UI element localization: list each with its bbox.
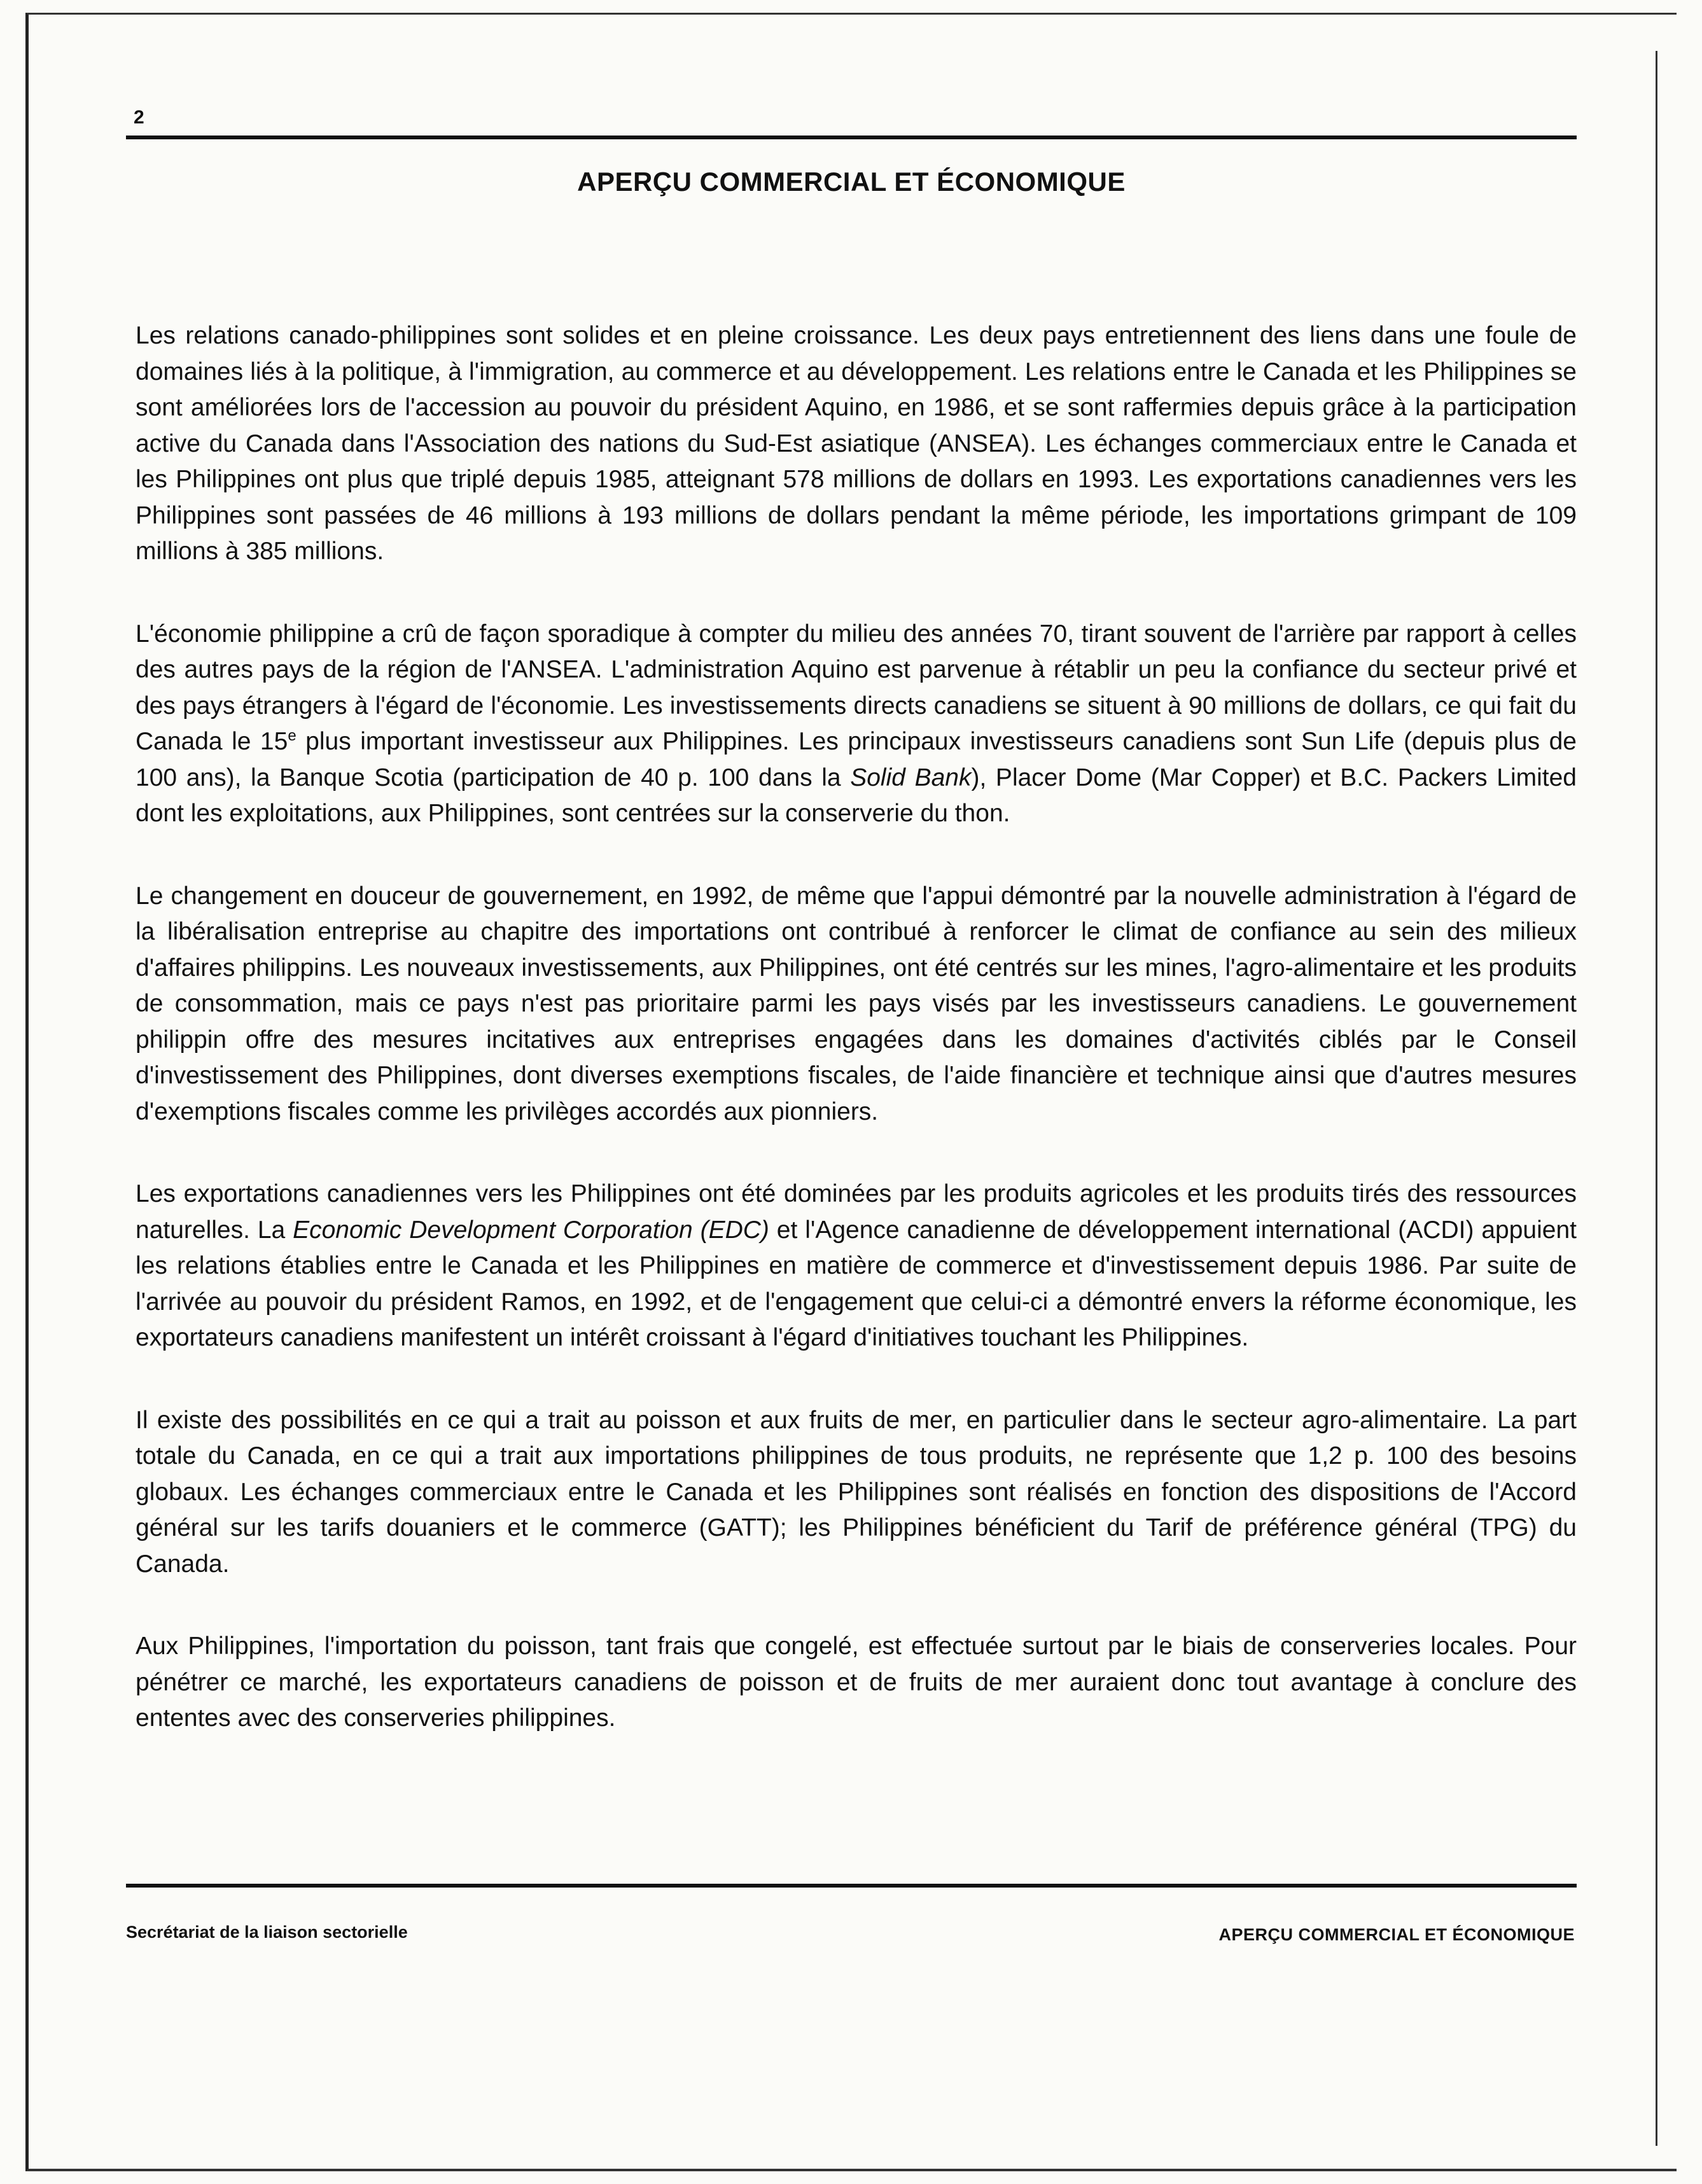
paragraph-1: Les relations canado-philippines sont solides et en pleine croissance. Les deux pays entretiennent des liens dans une foule de domaines liés à la politique, à l'immigration, au commerce et au développement. Les relations entre le Canada et les Philippines se sont améliorées lors de l'accession au pouvoir du président Aquino, en 1986, et se sont raffermies depuis grâce à la participation active du Canada dans l'Association des nations du Sud-Est asiatique (ANSEA). Les échanges commerciaux entre le Canada et les Philippines ont plus que triplé depuis 1985, atteignant 578 millions de dollars en 1993. Les exportations canadiennes vers les Philippines sont passées de 46 millions à 193 millions de dollars pendant la même période, les importations grimpant de 109 millions à 385 millions. bbox=[136, 322, 1577, 565]
footer-department: Secrétariat de la liaison sectorielle bbox=[126, 1923, 408, 1942]
paragraph-4-text-b: et l'Agence canadienne de développement international (ACDI) appuient les relations établies entre le Canada et les Philippines en matière de commerce et d'investissement depuis 1986. Par suite de l'arrivée au pouvoir du président Ramos, en 1992, et de l'engagement que celui-ci a démontré envers la réforme économique, les exportateurs canadiens manifestent un intérêt croissant à l'égard d'initiatives touchant les Philippines. bbox=[136, 1216, 1577, 1351]
paragraph-4-text-a: Les exportations canadiennes vers les Philippines ont été dominées par les produits agricoles et les produits tirés des ressources naturelles. La bbox=[136, 1180, 1577, 1244]
header-rule bbox=[126, 136, 1577, 139]
paragraph-2-text-b: plus important investisseur aux Philippines. Les principaux investisseurs canadiens sont Sun Life (depuis plus de 100 ans), la Banque Scotia (participation de 40 p. 100 dans la bbox=[136, 728, 1577, 791]
page-edge bbox=[1656, 51, 1657, 2146]
paragraph-2-text-a: L'économie philippine a crû de façon sporadique à compter du milieu des années 70, tirant souvent de l'arrière par rapport à celles des autres pays de la région de l'ANSEA. L'administration Aquino est parvenue à rétablir un peu la confiance du secteur privé et des pays étrangers à l'égard de l'économie. Les investissements directs canadiens se situent à 90 millions de dollars, ce qui fait du Canada le 15 bbox=[136, 620, 1577, 755]
organization-name-italic: Economic Development Corporation (EDC) bbox=[293, 1216, 769, 1244]
ordinal-superscript: e bbox=[288, 727, 296, 744]
body-text bbox=[136, 318, 1577, 1783]
company-name-italic: Solid Bank bbox=[850, 763, 972, 791]
paragraph-5: Il existe des possibilités en ce qui a trait au poisson et aux fruits de mer, en particulier dans le secteur agro-alimentaire. La part totale du Canada, en ce qui a trait aux importations philippines de tous produits, ne représente que 1,2 p. 100 des besoins globaux. Les échanges commerciaux entre le Canada et les Philippines sont réalisés en fonction des dispositions de l'Accord général sur les tarifs douaniers et le commerce (GATT); les Philippines bénéficient du Tarif de préférence général (TPG) du Canada. bbox=[136, 1406, 1577, 1578]
paragraph-6: Aux Philippines, l'importation du poisson, tant frais que congelé, est effectuée surtout par le biais de conserveries locales. Pour pénétrer ce marché, les exportateurs canadiens de poisson et de fruits de mer auraient donc tout avantage à conclure des ententes avec des conserveries philippines. bbox=[136, 1632, 1577, 1732]
footer-section-title: APERÇU COMMERCIAL ET ÉCONOMIQUE bbox=[1218, 1925, 1575, 1944]
paragraph-4 bbox=[136, 1176, 1577, 1356]
paragraph-2-text-c: ), Placer Dome (Mar Copper) et B.C. Packers Limited dont les exploitations, aux Philippines, sont centrées sur la conserverie du thon. bbox=[136, 763, 1577, 827]
footer-rule bbox=[126, 1884, 1577, 1888]
paragraph-2 bbox=[136, 616, 1577, 832]
page-title: APERÇU COMMERCIAL ET ÉCONOMIQUE bbox=[577, 167, 1126, 197]
page-number: 2 bbox=[134, 107, 144, 128]
paragraph-3: Le changement en douceur de gouvernement, en 1992, de même que l'appui démontré par la nouvelle administration à l'égard de la libéralisation entreprise au chapitre des importations ont contribué à renforcer le climat de confiance au sein des milieux d'affaires philippins. Les nouveaux investissements, aux Philippines, ont été centrés sur les mines, l'agro-alimentaire et les produits de consommation, mais ce pays n'est pas prioritaire parmi les pays visés par les investisseurs canadiens. Le gouvernement philippin offre des mesures incitatives aux entreprises engagées dans les domaines d'activités ciblés par le Conseil d'investissement des Philippines, dont diverses exemptions fiscales, de l'aide financière et technique ainsi que d'autres mesures d'exemptions fiscales comme les privilèges accordés aux pionniers. bbox=[136, 882, 1577, 1125]
